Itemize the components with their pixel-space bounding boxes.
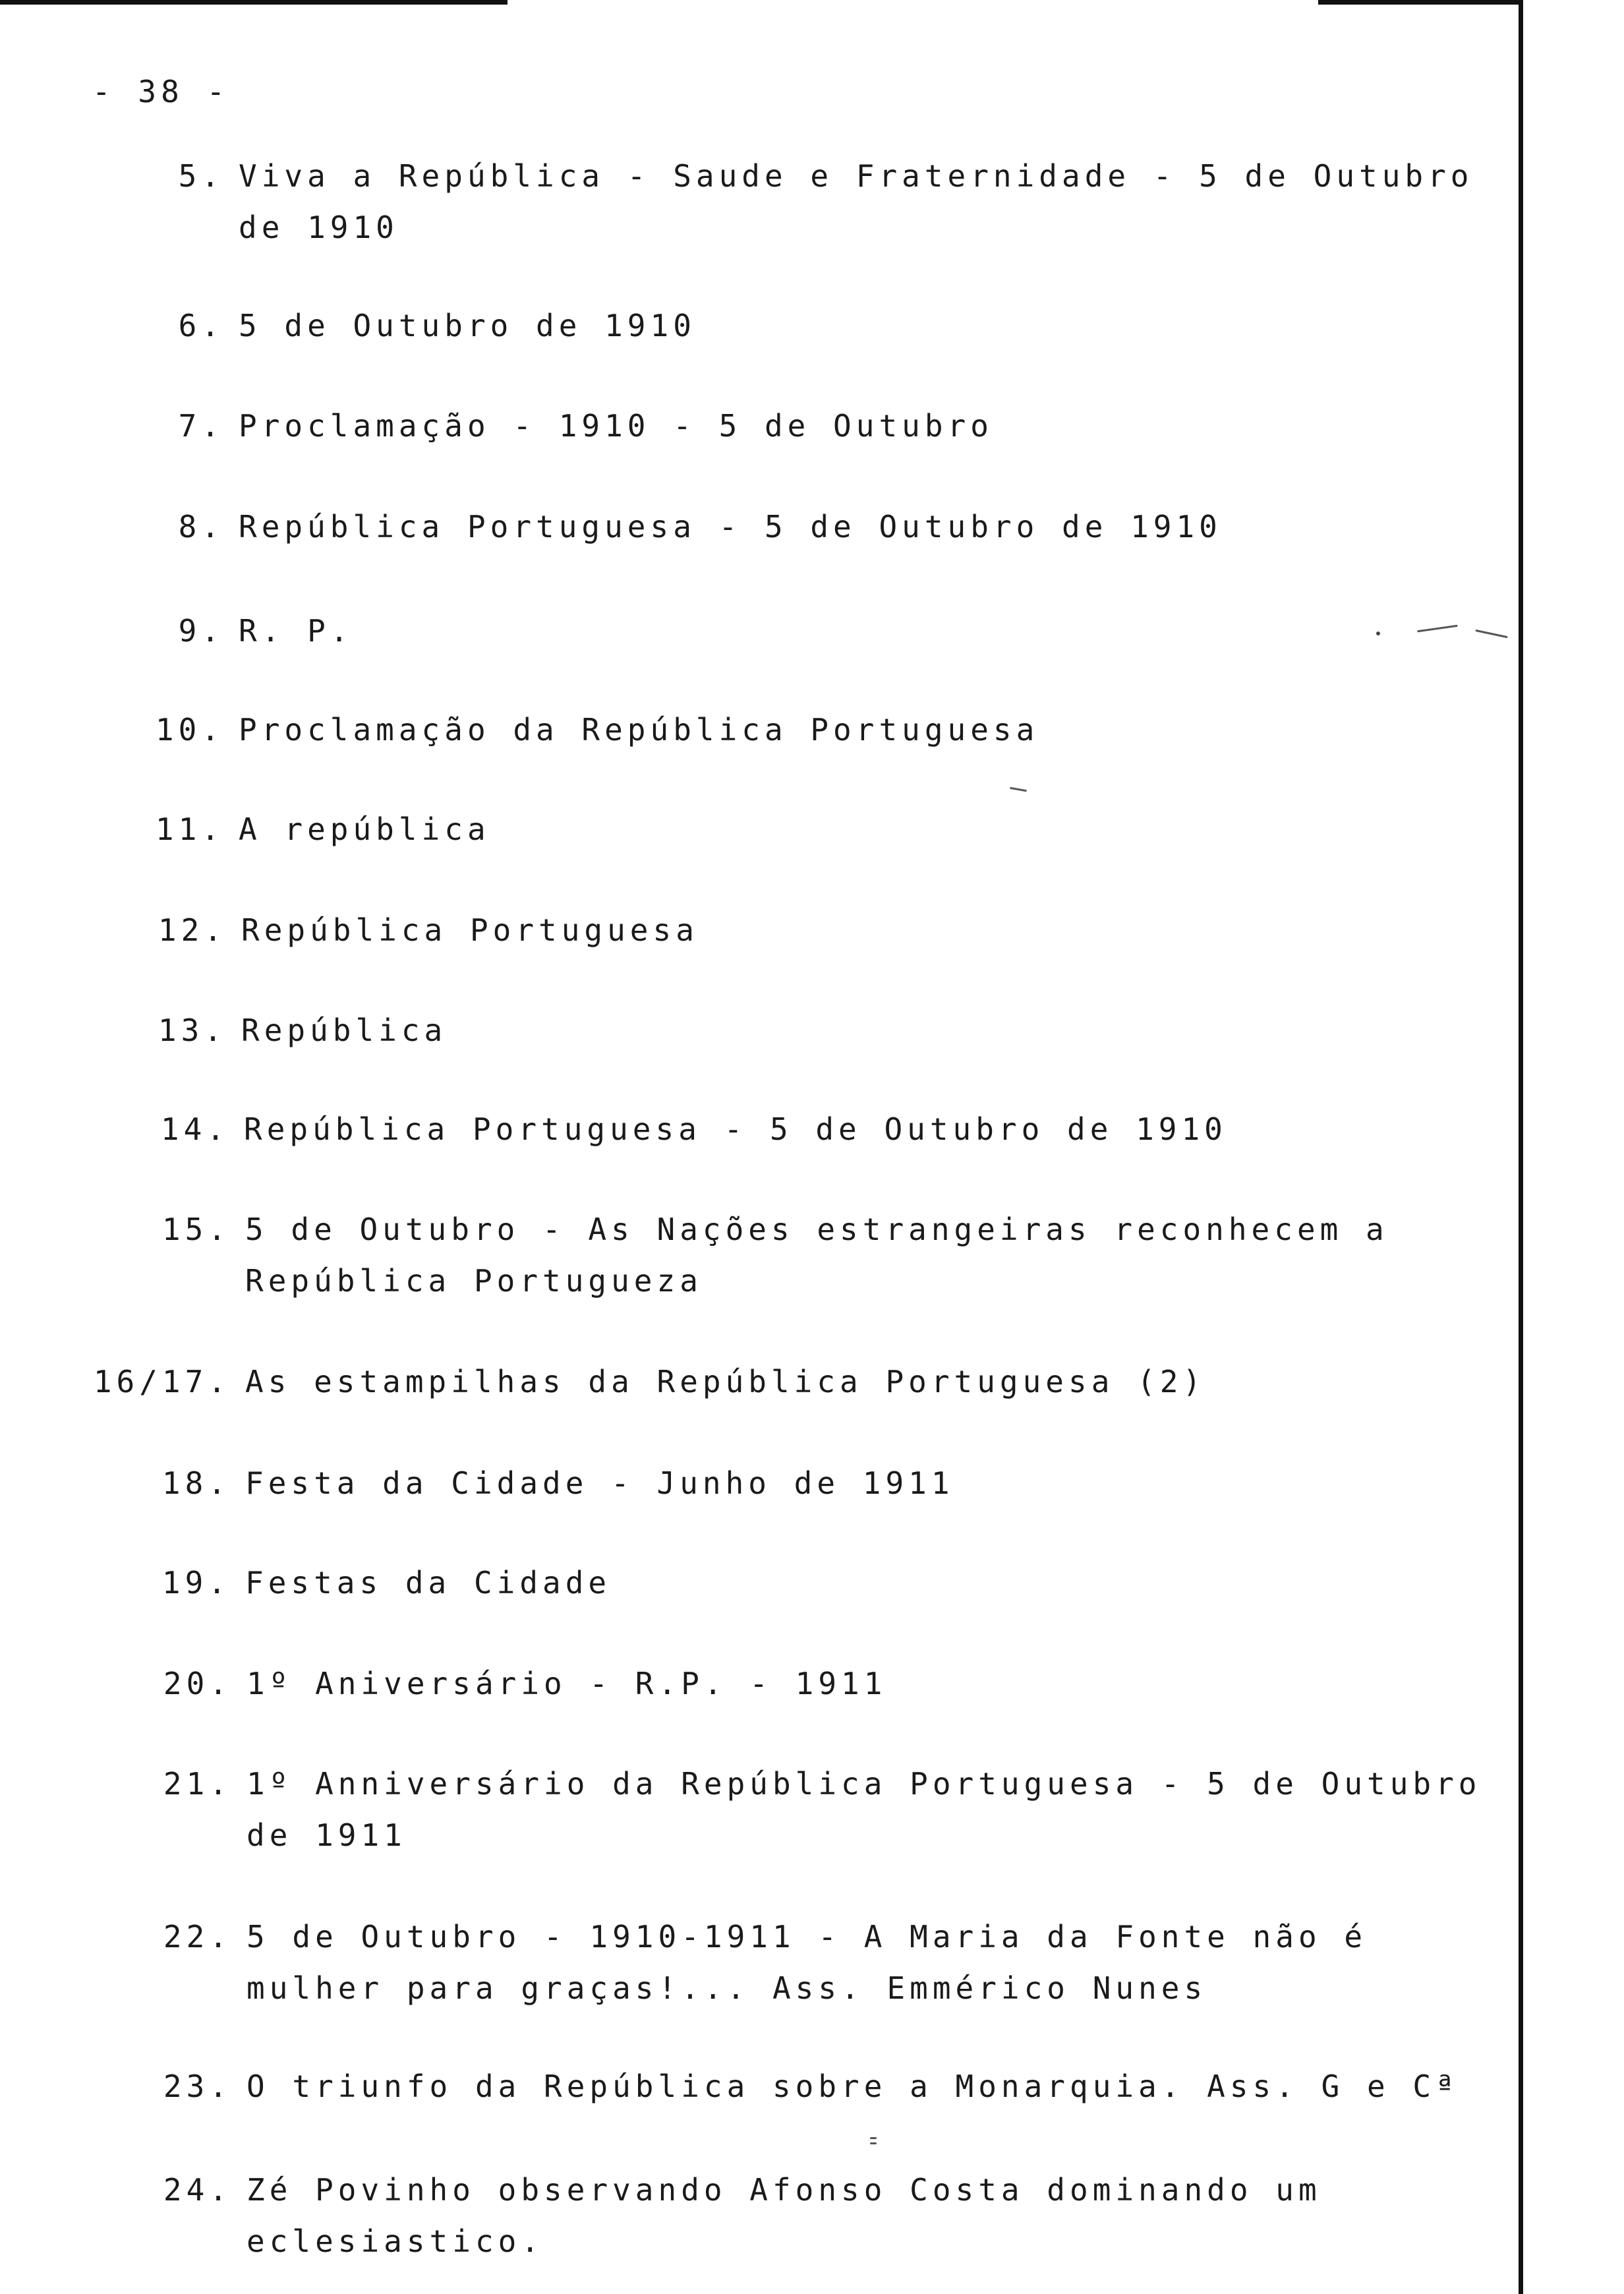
item-number: 10. — [155, 712, 224, 748]
item-text: 5 de Outubro - 1910-1911 - A Maria da Fonte não é — [246, 1919, 1368, 1955]
item-number: 19. — [161, 1565, 231, 1601]
list-item — [163, 2164, 1321, 2267]
list-item — [178, 150, 1474, 253]
item-number: 20. — [163, 1666, 232, 1701]
item-text: 5 de Outubro - As Nações estrangeiras reconhecem a — [245, 1212, 1389, 1247]
item-number: 15. — [161, 1212, 231, 1247]
item-number: 6. — [178, 308, 224, 343]
item-text: Festa da Cidade - Junho de 1911 — [245, 1465, 954, 1501]
item-number: 23. — [163, 2069, 232, 2104]
item-text: Proclamação da República Portuguesa — [239, 712, 1039, 748]
scan-speck — [1376, 632, 1380, 635]
list-item — [178, 605, 353, 657]
list-item — [158, 904, 699, 956]
scan-mark — [1475, 630, 1508, 638]
list-item — [163, 1658, 887, 1709]
item-number: 16/17. — [93, 1364, 231, 1399]
list-item — [178, 400, 993, 452]
item-text: As estampilhas da República Portuguesa (2) — [245, 1364, 1206, 1399]
list-item — [161, 1457, 954, 1509]
item-text: República Portuguesa — [241, 912, 699, 948]
item-number: 18. — [161, 1465, 231, 1501]
item-text-continued: República Portugueza — [245, 1263, 703, 1299]
item-text-continued: de 1911 — [246, 1817, 407, 1853]
item-number: 24. — [163, 2172, 232, 2208]
list-item — [158, 1005, 448, 1056]
item-number: 22. — [163, 1919, 232, 1955]
item-text: Proclamação - 1910 - 5 de Outubro — [239, 408, 993, 444]
item-text: Zé Povinho observando Afonso Costa dominando um — [246, 2172, 1321, 2208]
item-text: Viva a República - Saude e Fraternidade - 5 de Outubro — [239, 158, 1474, 194]
item-text: República Portuguesa - 5 de Outubro de 1910 — [239, 509, 1222, 544]
item-text: A república — [239, 811, 490, 847]
scan-mark — [870, 2142, 877, 2144]
item-text: O triunfo da República sobre a Monarquia. Ass. G e Cª — [246, 2069, 1459, 2104]
list-item — [93, 1356, 1206, 1407]
list-item — [163, 2061, 1459, 2112]
page-number: - 38 - — [92, 74, 230, 109]
list-item — [161, 1204, 1389, 1307]
item-text: 1º Anniversário da República Portuguesa - 5 de Outubro — [246, 1766, 1482, 1802]
list-item — [155, 804, 490, 855]
scan-mark — [1010, 787, 1027, 792]
list-item — [163, 1911, 1368, 2014]
list-item — [178, 501, 1222, 552]
item-number: 9. — [178, 613, 224, 649]
list-item — [163, 1758, 1482, 1861]
top-rule-right — [1318, 0, 1521, 5]
item-number: 5. — [178, 158, 224, 194]
item-text: República Portuguesa - 5 de Outubro de 1910 — [244, 1111, 1227, 1147]
scan-mark — [1417, 625, 1458, 633]
list-item — [178, 300, 696, 351]
item-text: República — [241, 1013, 448, 1048]
scan-mark — [870, 2137, 877, 2139]
item-text: Festas da Cidade — [245, 1565, 612, 1601]
item-text: 1º Aniversário - R.P. - 1911 — [246, 1666, 887, 1701]
item-number: 14. — [160, 1111, 229, 1147]
item-number: 11. — [155, 811, 224, 847]
item-number: 13. — [158, 1013, 227, 1048]
top-rule-left — [0, 0, 508, 5]
item-number: 12. — [158, 912, 227, 948]
item-text: 5 de Outubro de 1910 — [239, 308, 696, 343]
item-text-continued: mulher para graças!... Ass. Emmérico Nunes — [246, 1970, 1207, 2006]
list-item — [155, 704, 1039, 755]
list-item — [160, 1103, 1227, 1155]
right-margin-bar — [1519, 0, 1523, 2294]
list-item — [161, 1557, 612, 1608]
item-text: R. P. — [239, 613, 353, 649]
item-number: 8. — [178, 509, 224, 544]
item-text-continued: eclesiastico. — [246, 2223, 544, 2259]
item-number: 7. — [178, 408, 224, 444]
item-number: 21. — [163, 1766, 232, 1802]
item-text-continued: de 1910 — [239, 210, 399, 245]
